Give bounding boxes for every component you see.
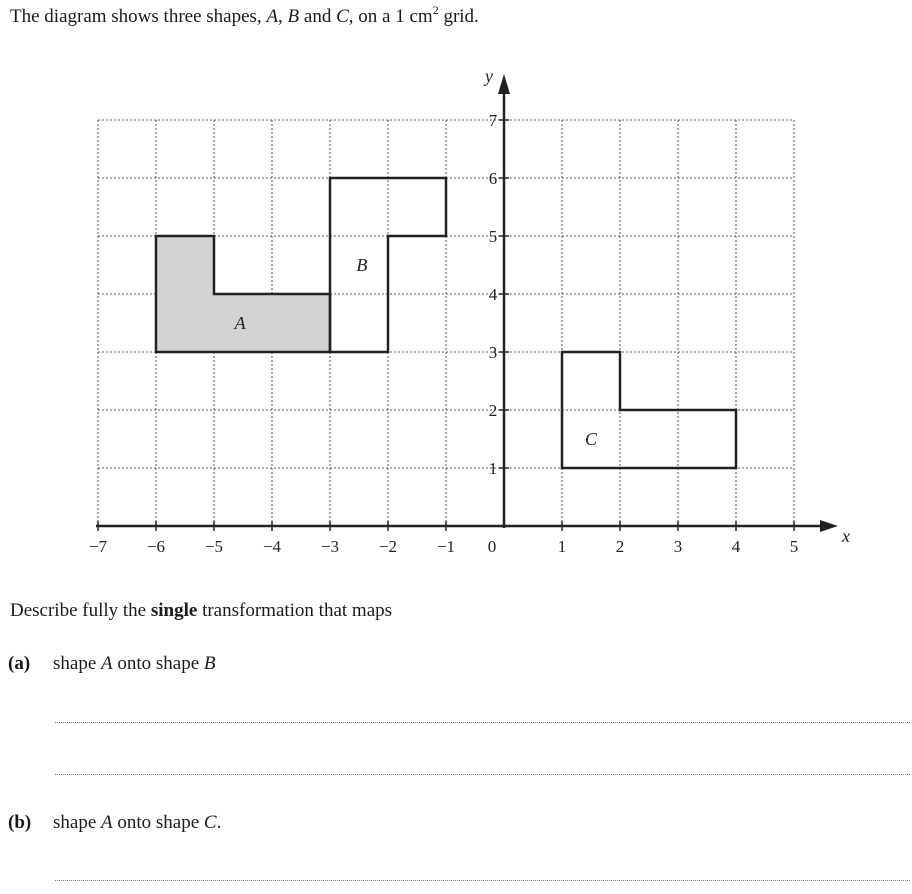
y-tick-label: 6	[488, 169, 498, 188]
x-tick-label: −3	[320, 537, 340, 556]
x-tick-label: −5	[204, 537, 224, 556]
y-tick-label: 2	[488, 401, 498, 420]
shape-b-label: B	[356, 255, 368, 275]
x-tick-label: 5	[789, 537, 799, 556]
part-a-question: (a) shape A onto shape B	[8, 653, 216, 674]
part-a-label: (a)	[8, 653, 31, 674]
shape-a	[156, 236, 330, 352]
x-tick-label: −1	[436, 537, 456, 556]
y-axis-arrow	[498, 74, 510, 94]
x-tick-label: −7	[88, 537, 108, 556]
part-b-question: (b) shape A onto shape C.	[8, 812, 222, 833]
question-intro: The diagram shows three shapes, A, B and C, on a 1 $cm^2$ grid.	[10, 3, 479, 27]
x-tick-label: 4	[731, 537, 741, 556]
x-axis-arrow	[820, 520, 838, 532]
x-axis-label: x	[842, 526, 850, 546]
x-tick-label: −2	[378, 537, 398, 556]
x-tick-label: −4	[262, 537, 282, 556]
answer-line-b1[interactable]	[55, 880, 910, 881]
y-tick-label: 4	[488, 285, 498, 304]
y-tick-label: 3	[488, 343, 498, 362]
shape-c	[562, 352, 736, 468]
x-tick-label: 3	[673, 537, 683, 556]
answer-line-a2[interactable]	[55, 774, 910, 775]
shape-a-label: A	[234, 313, 246, 333]
x-tick-label: 2	[615, 537, 625, 556]
x-tick-label: 1	[557, 537, 567, 556]
y-tick-label: 7	[488, 111, 498, 130]
y-axis-label: y	[485, 66, 493, 86]
y-tick-label: 1	[488, 459, 498, 478]
answer-line-a1[interactable]	[55, 722, 910, 723]
x-tick-label: −6	[146, 537, 166, 556]
shape-c-label: C	[584, 429, 598, 449]
y-tick-label: 5	[488, 227, 498, 246]
x-tick-label: 0	[487, 537, 497, 556]
describe-instruction: Describe fully the single transformation that maps	[10, 600, 393, 621]
part-b-label: (b)	[8, 812, 32, 833]
